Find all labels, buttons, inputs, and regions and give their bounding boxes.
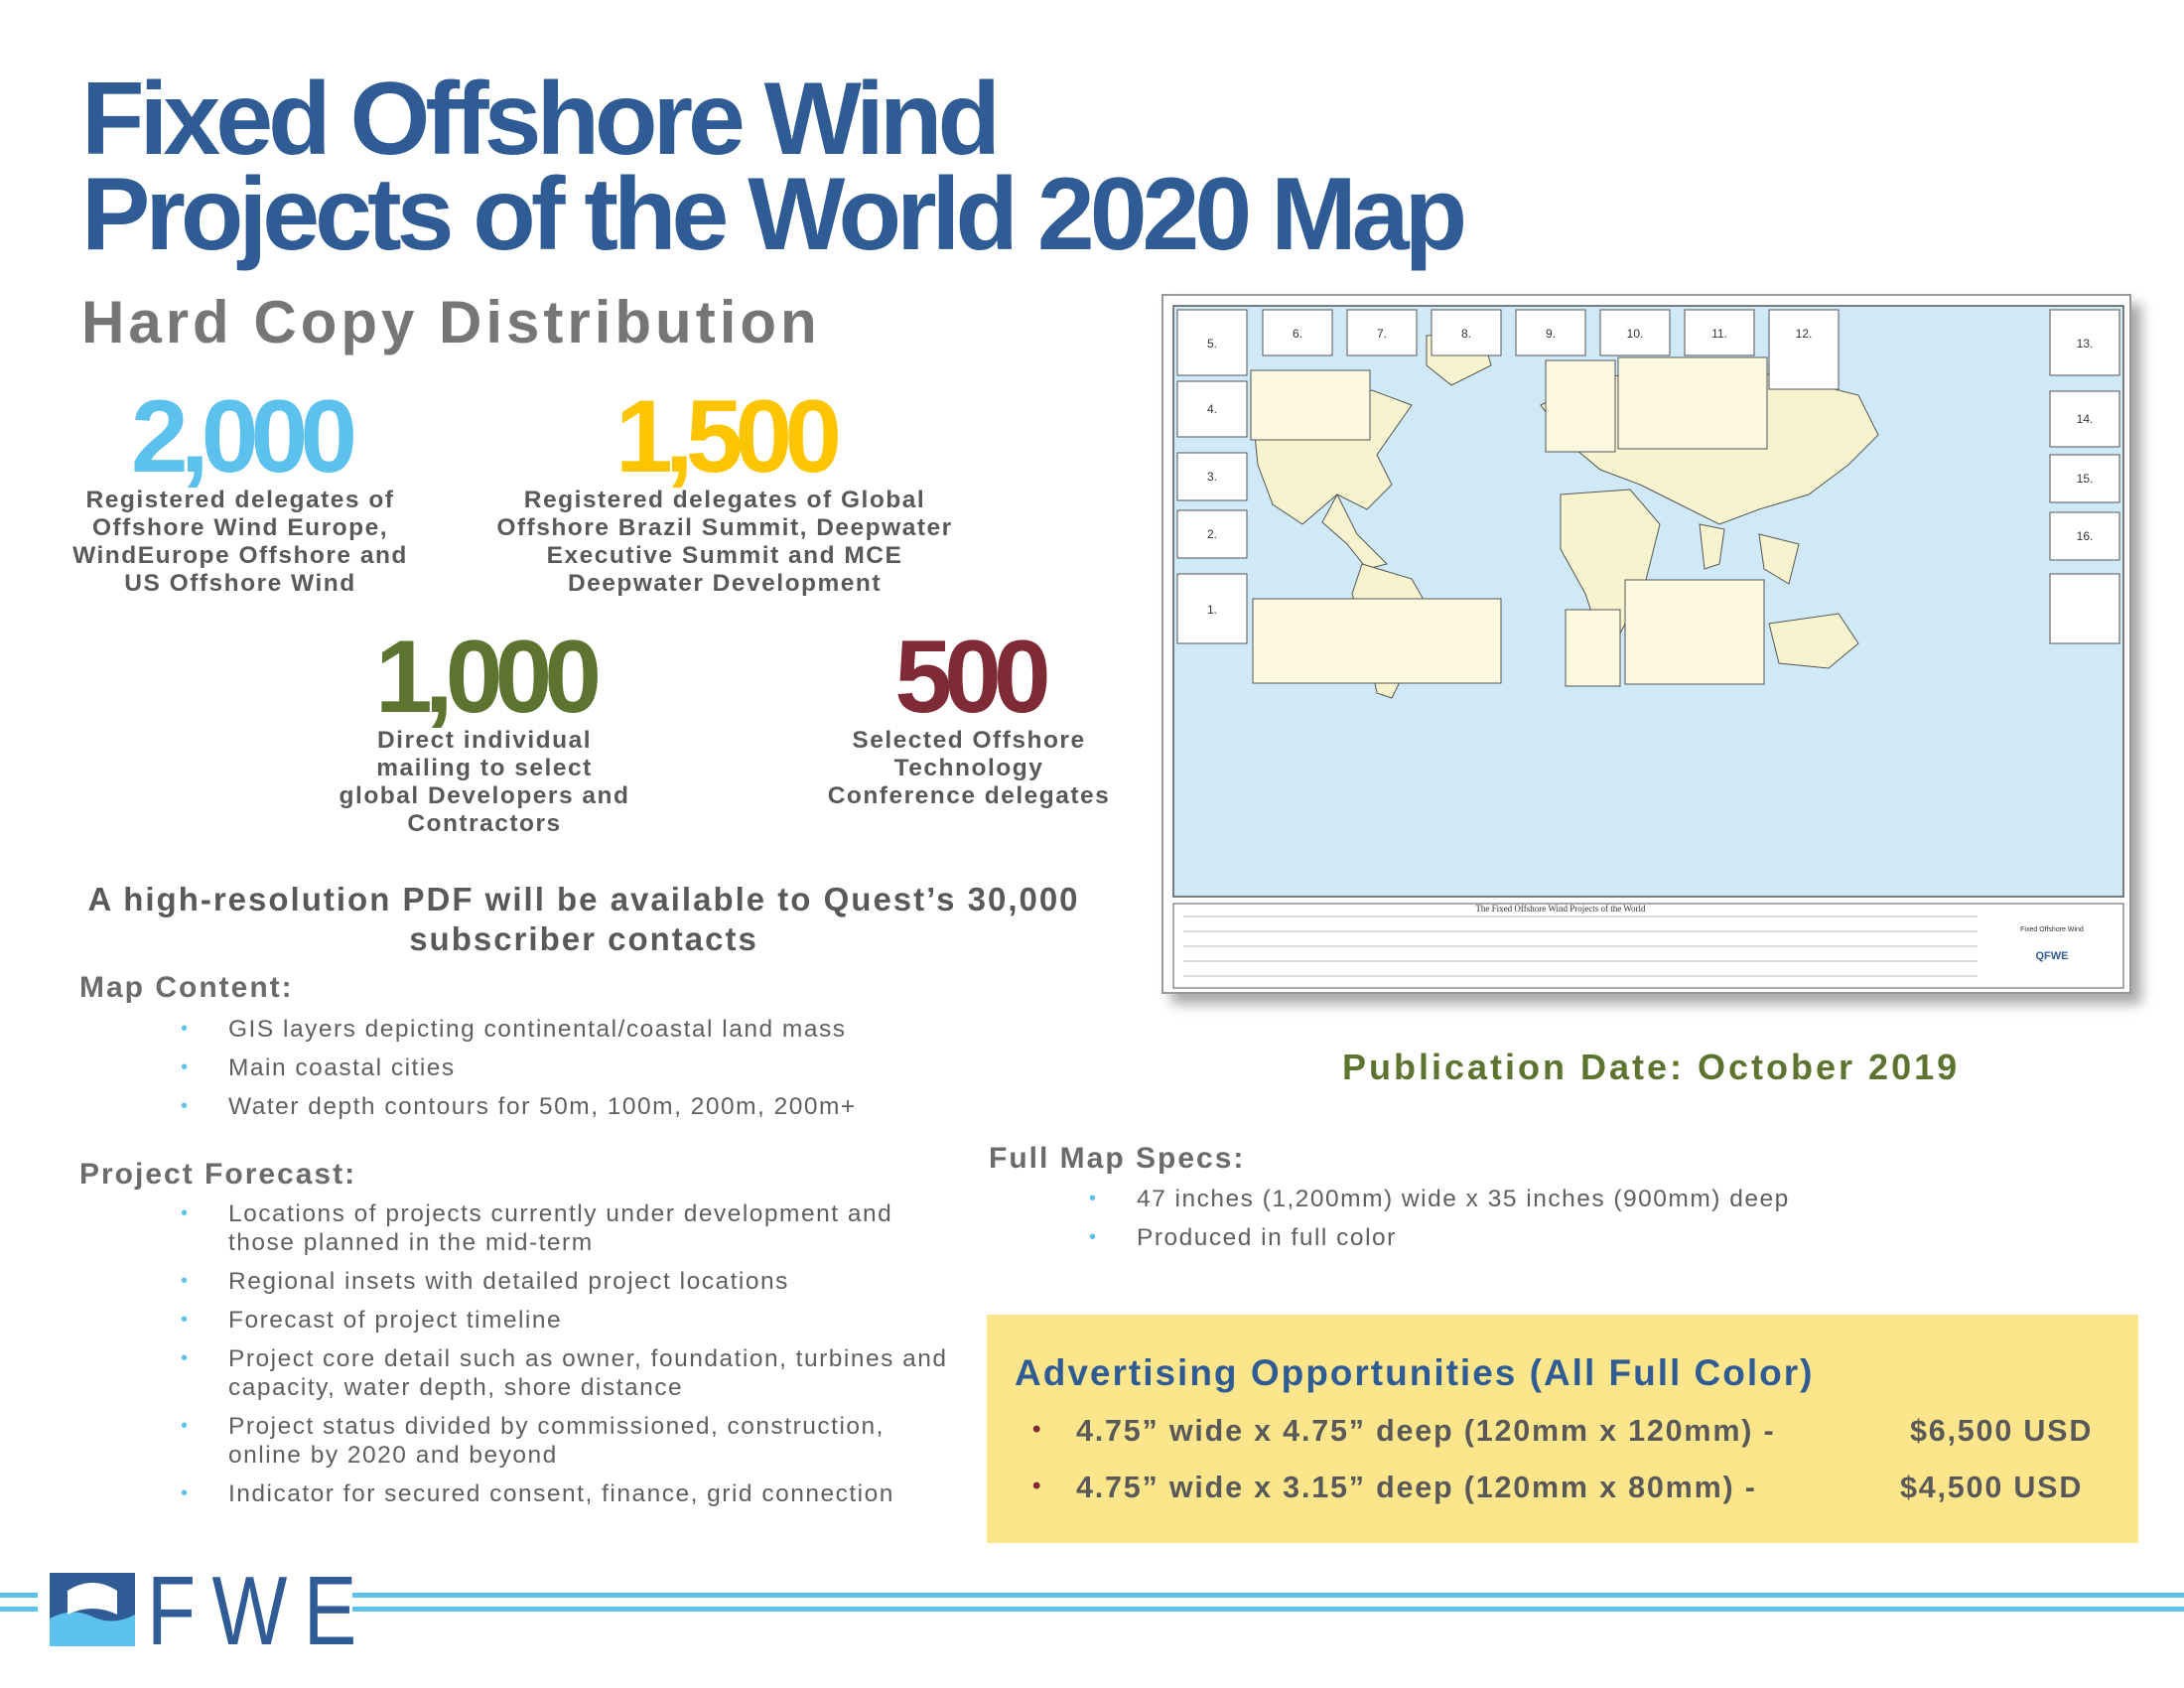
world-map-thumbnail — [1161, 294, 2131, 994]
footer-divider — [0, 1607, 38, 1612]
ad-option-size: 4.75” wide x 3.15” deep (120mm x 80mm) - — [1076, 1471, 1757, 1504]
footer-divider — [0, 1593, 38, 1598]
bullet-icon: • — [1089, 1226, 1098, 1248]
list-item: • GIS layers depicting continental/coastal land mass — [181, 1016, 847, 1043]
ad-option-price: $4,500 USD — [1900, 1471, 2084, 1504]
footer-divider — [352, 1607, 2184, 1612]
list-item: • Indicator for secured consent, finance, grid connection — [181, 1480, 894, 1507]
list-item: • Forecast of project timeline — [181, 1307, 563, 1334]
qfwe-logo-mark — [50, 1573, 135, 1646]
world-map-image — [1163, 296, 2133, 996]
title-line-1: Fixed Offshore Wind — [81, 62, 996, 177]
list-item: • Main coastal cities — [181, 1055, 456, 1081]
list-item: • Produced in full color — [1089, 1224, 1397, 1251]
stat-block-500 — [802, 620, 1136, 810]
ad-slot-label: 5. — [1206, 337, 1218, 351]
page-title — [81, 62, 1463, 272]
ad-option-size: 4.75” wide x 4.75” deep (120mm x 120mm) - — [1076, 1414, 1776, 1448]
bullet-icon: • — [181, 1095, 190, 1117]
map-logo: QFWE — [2035, 950, 2069, 962]
bullet-icon: • — [181, 1415, 190, 1437]
ad-slot-label: 8. — [1460, 327, 1472, 341]
logo-wordmark: FWE — [147, 1556, 373, 1665]
stat-block-2000 — [60, 379, 421, 598]
advertising-title: Advertising Opportunities (All Full Color) — [1015, 1352, 1815, 1393]
ad-slot-label: 13. — [2076, 337, 2094, 351]
stat-number: 2,000 — [130, 379, 350, 494]
ad-slot-label: 15. — [2076, 472, 2094, 486]
footer-divider — [352, 1593, 2184, 1598]
stat-block-1000 — [316, 620, 653, 838]
project-forecast-list — [181, 1199, 955, 1518]
ad-slot-label: 1. — [1206, 603, 1218, 617]
stat-description: Registered delegates of Global Offshore Brazil Summit, Deepwater Executive Summit and MCE Deepwater Development — [496, 487, 953, 597]
advertising-box — [987, 1315, 2138, 1543]
stat-description: Direct individual mailing to select global Developers and Contractors — [339, 727, 630, 837]
stat-number: 1,500 — [614, 379, 835, 494]
bullet-icon: • — [1032, 1416, 1043, 1443]
stat-number: 1,000 — [374, 620, 595, 735]
map-legend-title: Fixed Offshore Wind — [2020, 926, 2084, 933]
ad-slot-label: 14. — [2076, 412, 2094, 426]
stat-description: Registered delegates of Offshore Wind Europe, WindEurope Offshore and US Offshore Wind — [72, 487, 408, 597]
bullet-icon: • — [181, 1309, 190, 1331]
ad-slot-label: 12. — [1795, 327, 1813, 341]
map-content-list — [181, 1015, 975, 1131]
ad-slot-label: 4. — [1206, 402, 1218, 416]
subtitle: Hard Copy Distribution — [81, 289, 821, 355]
bullet-icon: • — [181, 1018, 190, 1040]
full-map-specs-heading: Full Map Specs: — [989, 1142, 1246, 1175]
project-forecast-heading: Project Forecast: — [79, 1158, 357, 1191]
stat-block-1500 — [477, 379, 973, 598]
ad-option-price: $6,500 USD — [1910, 1414, 2094, 1448]
list-item: • Regional insets with detailed project locations — [181, 1268, 789, 1295]
bullet-icon: • — [181, 1482, 190, 1504]
ad-option-row — [1032, 1471, 2084, 1505]
ad-slot-label: 11. — [1711, 327, 1727, 341]
ad-option-row — [1032, 1414, 2094, 1449]
ad-slot-label: 7. — [1376, 327, 1388, 341]
bullet-icon: • — [181, 1270, 190, 1292]
list-item: • Locations of projects currently under development and those planned in the mid-term — [181, 1200, 893, 1256]
bullet-icon: • — [1032, 1473, 1043, 1499]
pdf-availability-note: A high-resolution PDF will be available to Quest’s 30,000 subscriber contacts — [87, 881, 1080, 957]
list-item: • Water depth contours for 50m, 100m, 200m, 200m+ — [181, 1093, 857, 1120]
bullet-icon: • — [181, 1056, 190, 1078]
ad-slot-label: 2. — [1206, 527, 1218, 541]
title-line-2: Projects of the World 2020 Map — [81, 157, 1463, 272]
stat-description: Selected Offshore Technology Conference delegates — [827, 727, 1111, 809]
list-item: • 47 inches (1,200mm) wide x 35 inches (900mm) deep — [1089, 1186, 1790, 1212]
ad-slot-label: 9. — [1545, 327, 1557, 341]
publication-date: Publication Date: October 2019 — [1342, 1047, 1961, 1087]
ad-slot-label: 3. — [1206, 470, 1218, 484]
logo-q-icon — [50, 1573, 135, 1646]
bullet-icon: • — [1089, 1188, 1098, 1209]
full-map-specs-list — [1089, 1185, 2082, 1262]
map-content-heading: Map Content: — [79, 971, 294, 1004]
list-item: • Project core detail such as owner, foundation, turbines and capacity, water depth, shore distance — [181, 1345, 948, 1401]
list-item: • Project status divided by commissioned, construction, online by 2020 and beyond — [181, 1413, 885, 1469]
stat-number: 500 — [894, 620, 1043, 735]
ad-slot-label: 10. — [1626, 327, 1644, 341]
bullet-icon: • — [181, 1202, 190, 1224]
ad-slot-label: 16. — [2076, 529, 2094, 543]
bullet-icon: • — [181, 1347, 190, 1369]
map-inner-title: The Fixed Offshore Wind Projects of the World — [1475, 904, 1646, 914]
ad-slot-label: 6. — [1292, 327, 1303, 341]
